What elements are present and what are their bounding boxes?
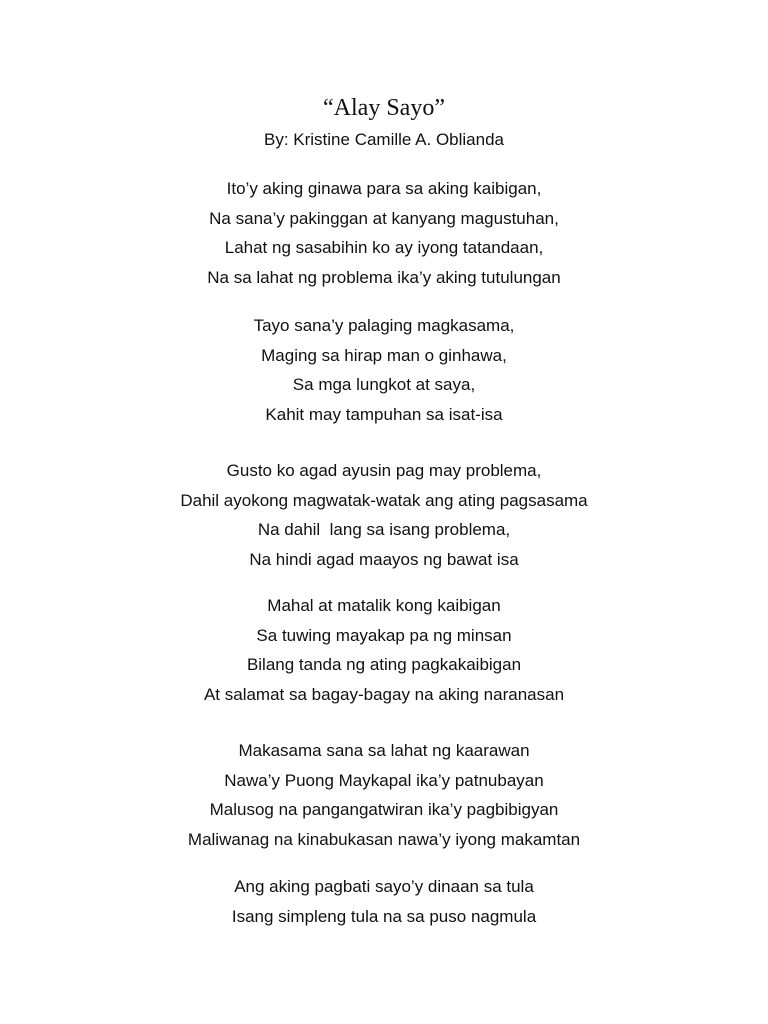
poem-line: Na dahil lang sa isang problema, [257,520,511,539]
poem-line: Isang simpleng tula na sa puso nagmula [231,906,537,926]
poem-line: Mahal at matalik kong kaibigan [267,596,501,615]
poem-line: Na sana’y pakinggan at kanyang magustuhan, [209,208,559,228]
poem-line: Makasama sana sa lahat ng kaarawan [238,741,530,760]
poem-line: Kahit may tampuhan sa isat-isa [265,404,503,424]
poem-line: Lahat ng sasabihin ko ay iyong tatandaan, [224,238,544,257]
poem-title: “Alay Sayo” [323,95,445,121]
poem-line: Gusto ko agad ayusin pag may problema, [226,461,542,480]
stanza-4 [0,595,768,713]
poem-line: At salamat sa bagay-bagay na aking naranasan [203,684,565,704]
stanza-6 [0,876,768,935]
poem-line: Sa mga lungkot at saya, [292,375,476,394]
poem-line: Ang aking pagbati sayo’y dinaan sa tula [234,877,534,896]
poem-line: Ito’y aking ginawa para sa aking kaibigan, [226,179,542,198]
poem-author: By: Kristine Camille A. Oblianda [264,130,504,149]
stanza-5 [0,740,768,858]
poem-line: Nawa’y Puong Maykapal ika’y patnubayan [224,770,544,790]
stanza-2 [0,315,768,433]
poem-line: Malusog na pangangatwiran ika’y pagbibigyan [209,800,559,819]
poem-line: Tayo sana’y palaging magkasama, [253,316,515,335]
stanza-1 [0,178,768,296]
stanza-3 [0,460,768,578]
poem-line: Na sa lahat ng problema ika’y aking tutulungan [207,267,561,287]
poem-line: Maliwanag na kinabukasan nawa’y iyong makamtan [187,829,581,849]
poem-line: Maging sa hirap man o ginhawa, [261,345,507,365]
poem-line: Dahil ayokong magwatak-watak ang ating pagsasama [180,490,588,510]
poem-line: Na hindi agad maayos ng bawat isa [249,549,519,569]
poem-line: Sa tuwing mayakap pa ng minsan [256,625,512,645]
poem-line: Bilang tanda ng ating pagkakaibigan [246,655,522,674]
